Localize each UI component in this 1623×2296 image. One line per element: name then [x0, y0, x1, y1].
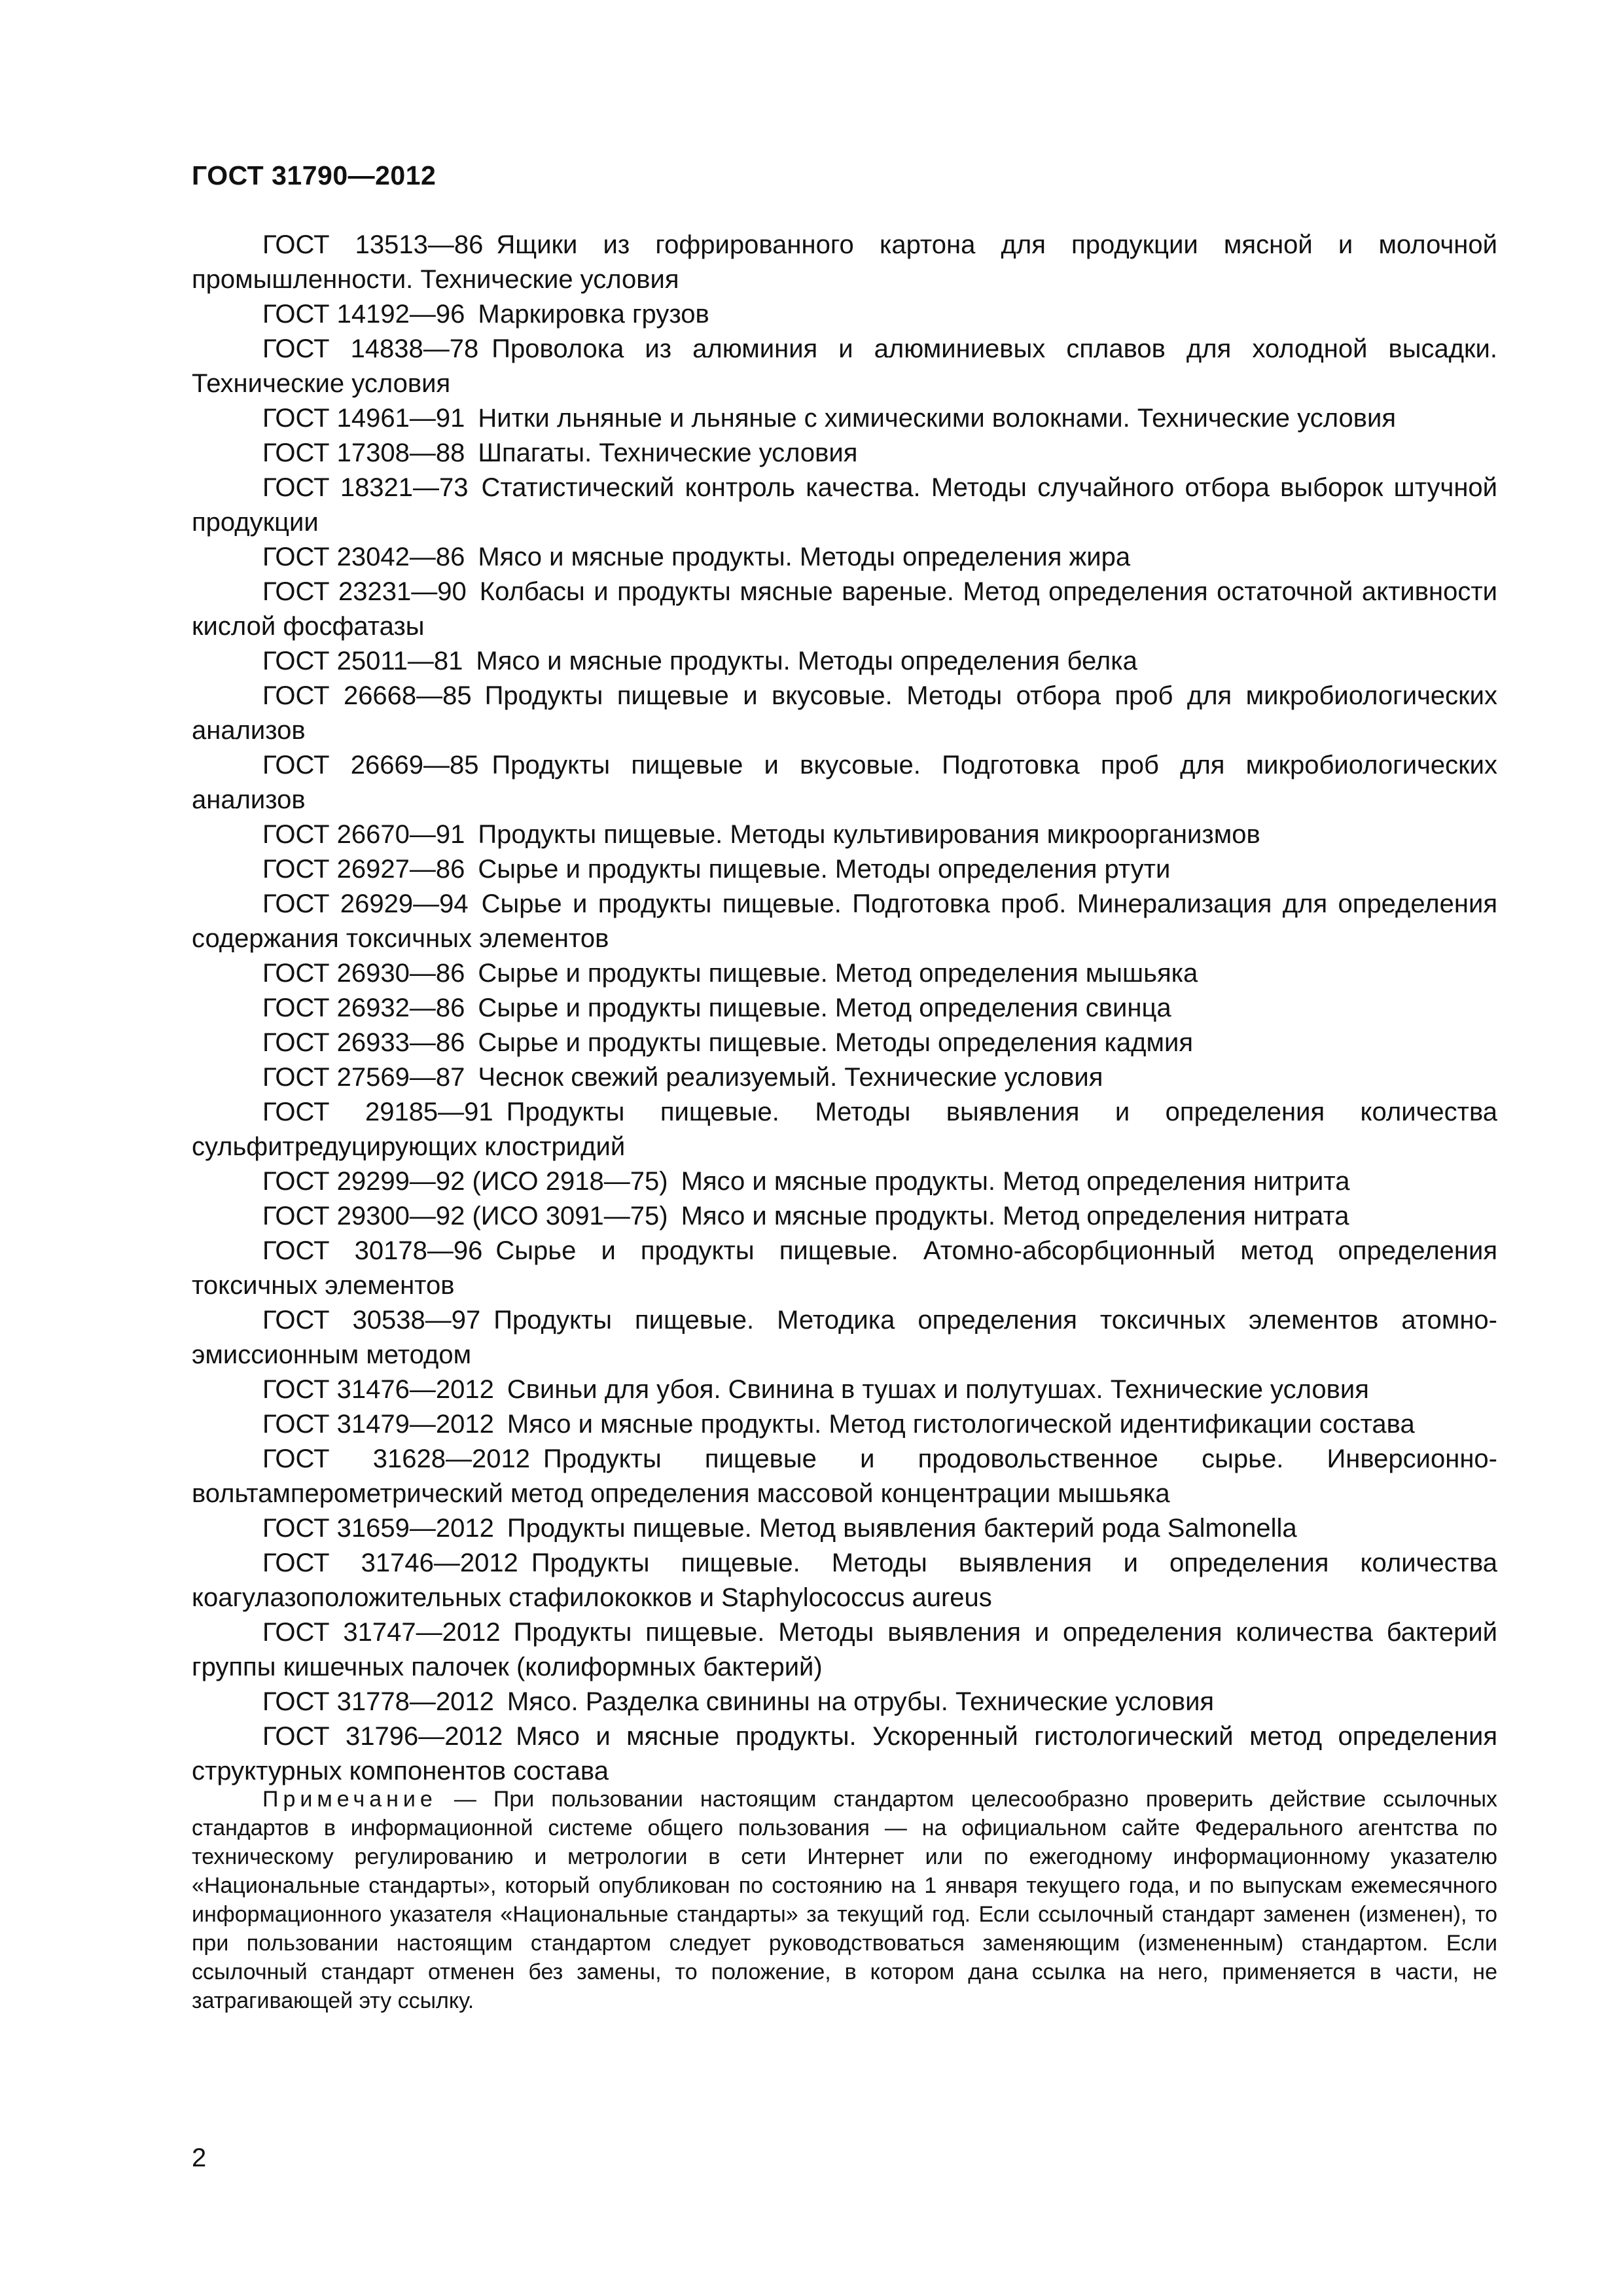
note-paragraph: [192, 1785, 1497, 2015]
reference-code: ГОСТ 26933—86: [262, 1028, 465, 1057]
reference-code: ГОСТ 31628—2012: [262, 1444, 530, 1473]
reference-code: ГОСТ 29300—92 (ИСО 3091—75): [262, 1202, 668, 1230]
reference-item: [192, 1234, 1497, 1303]
reference-item: [192, 956, 1497, 991]
reference-code: ГОСТ 31778—2012: [262, 1687, 494, 1716]
reference-code: ГОСТ 30538—97: [262, 1306, 481, 1335]
reference-item: [192, 228, 1497, 297]
reference-title: Шпагаты. Технические условия: [478, 439, 858, 467]
reference-title: Продукты пищевые. Методы выявления и определения количества сульфитредуцирующих клостридий: [192, 1098, 1498, 1161]
reference-item: [192, 1372, 1497, 1407]
reference-item: [192, 1095, 1497, 1164]
reference-code: ГОСТ 29185—91: [262, 1098, 493, 1126]
reference-title: Продукты пищевые. Методика определения токсичных элементов атомно-эмиссионным методом: [192, 1306, 1498, 1369]
normative-references-list: [192, 228, 1497, 1789]
reference-code: ГОСТ 26668—85: [262, 681, 472, 710]
reference-item: [192, 644, 1497, 679]
reference-title: Сырье и продукты пищевые. Подготовка проб. Минерализация для определения содержания токсичных элементов: [192, 889, 1497, 953]
reference-item: [192, 817, 1497, 852]
reference-code: ГОСТ 14192—96: [262, 300, 465, 329]
reference-title: Продукты пищевые. Методы выявления и определения количества коагулазоположительных стафилококков и Staphylococcus aureus: [192, 1549, 1497, 1612]
reference-title: Мясо. Разделка свинины на отрубы. Технические условия: [507, 1687, 1215, 1716]
reference-code: ГОСТ 25011—81: [262, 647, 463, 675]
reference-title: Проволока из алюминия и алюминиевых сплавов для холодной высадки. Технические условия: [192, 334, 1497, 398]
reference-title: Продукты пищевые. Методы культивирования микроорганизмов: [478, 820, 1260, 849]
reference-item: [192, 471, 1497, 540]
reference-item: [192, 1199, 1497, 1234]
reference-item: [192, 332, 1497, 401]
reference-title: Сырье и продукты пищевые. Метод определения свинца: [478, 994, 1171, 1022]
reference-item: [192, 1685, 1497, 1719]
reference-title: Продукты пищевые. Метод выявления бактерий рода Salmonella: [507, 1514, 1297, 1543]
reference-code: ГОСТ 27569—87: [262, 1063, 465, 1092]
note-text: — При пользовании настоящим стандартом целесообразно проверить действие ссылочных стандартов в информационной системе общего пользования — на официальном сайте Федерального агентства по техническому регулированию и метрологии в сети Интернет или по ежегодному информационному указателю «Национальные стандарты», который опубликован по состоянию на 1 января текущего года, и по выпускам ежемесячного информационного указателя «Национальные стандарты» за текущий год. Если ссылочный стандарт заменен (изменен), то при пользовании настоящим стандартом следует руководствоваться заменяющим (измененным) стандартом. Если ссылочный стандарт отменен без замены, то положение, в котором дана ссылка на него, применяется в части, не затрагивающей эту ссылку.: [192, 1787, 1498, 2013]
reference-title: Продукты пищевые и вкусовые. Методы отбора проб для микробиологических анализов: [192, 681, 1498, 745]
reference-title: Мясо и мясные продукты. Методы определения белка: [476, 647, 1137, 675]
reference-item: [192, 991, 1497, 1026]
reference-code: ГОСТ 30178—96: [262, 1236, 483, 1265]
reference-title: Продукты пищевые. Методы выявления и определения количества бактерий группы кишечных палочек (колиформных бактерий): [192, 1618, 1497, 1681]
reference-item: [192, 297, 1497, 332]
reference-code: ГОСТ 14838—78: [262, 334, 479, 363]
reference-item: [192, 540, 1497, 575]
reference-title: Сырье и продукты пищевые. Атомно-абсорбционный метод определения токсичных элементов: [192, 1236, 1497, 1300]
note-label: Примечание: [262, 1787, 437, 1812]
page-number: 2: [192, 2144, 207, 2172]
reference-item: [192, 1060, 1497, 1095]
reference-item: [192, 1546, 1497, 1615]
reference-title: Свиньи для убоя. Свинина в тушах и полутушах. Технические условия: [507, 1375, 1369, 1404]
page-header-standard-code: ГОСТ 31790—2012: [192, 160, 437, 190]
reference-title: Мясо и мясные продукты. Ускоренный гистологический метод определения структурных компонентов состава: [192, 1722, 1497, 1785]
reference-item: [192, 1303, 1497, 1372]
reference-code: ГОСТ 17308—88: [262, 439, 465, 467]
reference-code: ГОСТ 26932—86: [262, 994, 465, 1022]
reference-item: [192, 1719, 1497, 1789]
reference-code: ГОСТ 31747—2012: [262, 1618, 501, 1647]
reference-title: Мясо и мясные продукты. Метод гистологической идентификации состава: [507, 1410, 1415, 1439]
reference-code: ГОСТ 13513—86: [262, 230, 484, 259]
reference-title: Мясо и мясные продукты. Метод определения нитрата: [681, 1202, 1349, 1230]
reference-code: ГОСТ 29299—92 (ИСО 2918—75): [262, 1167, 668, 1196]
reference-code: ГОСТ 26927—86: [262, 855, 465, 884]
reference-code: ГОСТ 31746—2012: [262, 1549, 518, 1577]
reference-code: ГОСТ 26930—86: [262, 959, 465, 988]
reference-title: Чеснок свежий реализуемый. Технические условия: [478, 1063, 1103, 1092]
reference-item: [192, 575, 1497, 644]
reference-item: [192, 1615, 1497, 1685]
reference-item: [192, 852, 1497, 887]
reference-title: Маркировка грузов: [478, 300, 709, 329]
reference-code: ГОСТ 26929—94: [262, 889, 469, 918]
reference-code: ГОСТ 31659—2012: [262, 1514, 494, 1543]
reference-title: Ящики из гофрированного картона для продукции мясной и молочной промышленности. Технические условия: [192, 230, 1497, 294]
reference-item: [192, 748, 1497, 817]
reference-code: ГОСТ 23042—86: [262, 543, 465, 571]
reference-item: [192, 1407, 1497, 1442]
reference-item: [192, 1164, 1497, 1199]
reference-item: [192, 1511, 1497, 1546]
reference-code: ГОСТ 23231—90: [262, 577, 467, 606]
reference-title: Статистический контроль качества. Методы случайного отбора выборок штучной продукции: [192, 473, 1498, 537]
reference-code: ГОСТ 14961—91: [262, 404, 465, 433]
reference-item: [192, 1026, 1497, 1060]
reference-item: [192, 1442, 1497, 1511]
reference-title: Продукты пищевые и продовольственное сырье. Инверсионно-вольтамперометрический метод определения массовой концентрации мышьяка: [192, 1444, 1498, 1508]
reference-item: [192, 401, 1497, 436]
reference-code: ГОСТ 31476—2012: [262, 1375, 494, 1404]
reference-title: Колбасы и продукты мясные вареные. Метод определения остаточной активности кислой фосфатазы: [192, 577, 1498, 641]
reference-title: Сырье и продукты пищевые. Метод определения мышьяка: [478, 959, 1198, 988]
reference-title: Сырье и продукты пищевые. Методы определения ртути: [478, 855, 1171, 884]
reference-title: Мясо и мясные продукты. Метод определения нитрита: [681, 1167, 1350, 1196]
reference-code: ГОСТ 31479—2012: [262, 1410, 494, 1439]
reference-item: [192, 887, 1497, 956]
reference-code: ГОСТ 26670—91: [262, 820, 465, 849]
reference-title: Продукты пищевые и вкусовые. Подготовка проб для микробиологических анализов: [192, 751, 1498, 814]
reference-title: Сырье и продукты пищевые. Методы определения кадмия: [478, 1028, 1193, 1057]
reference-title: Нитки льняные и льняные с химическими волокнами. Технические условия: [478, 404, 1396, 433]
reference-code: ГОСТ 31796—2012: [262, 1722, 503, 1751]
reference-item: [192, 679, 1497, 748]
reference-item: [192, 436, 1497, 471]
reference-code: ГОСТ 18321—73: [262, 473, 469, 502]
reference-code: ГОСТ 26669—85: [262, 751, 479, 780]
reference-title: Мясо и мясные продукты. Методы определения жира: [478, 543, 1131, 571]
